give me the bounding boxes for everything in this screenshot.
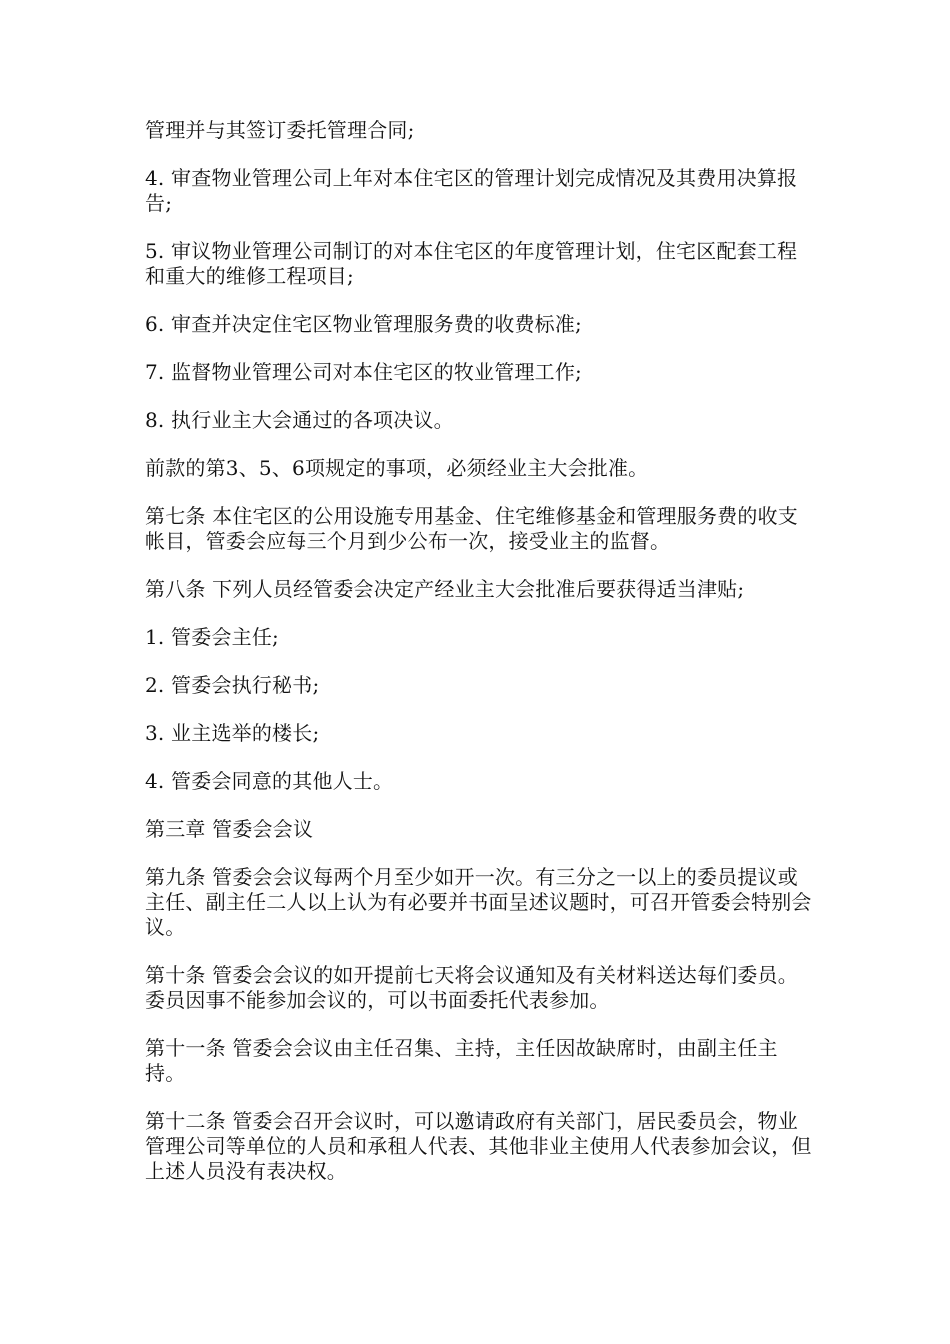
paragraph-continuation: 管理并与其签订委托管理合同;: [145, 118, 415, 142]
article-8: 第八条 下列人员经管委会决定产经业主大会批准后要获得适当津贴;: [145, 577, 745, 601]
article-10: 第十条 管委会会议的如开提前七天将会议通知及有关材料送达每们委员。委员因事不能参加会议的，可以书面委托代表参加。: [145, 963, 798, 1012]
chapter-3-heading: 第三章 管委会会议: [145, 817, 314, 841]
paragraph-item-8: 8. 执行业主大会通过的各项决议。: [145, 408, 454, 432]
paragraph-item-6: 6. 审查并决定住宅区物业管理服务费的收费标准;: [145, 312, 582, 336]
paragraph-approval-note: 前款的第3、5、6项规定的事项，必须经业主大会批准。: [145, 456, 649, 480]
paragraph-item-5: 5. 审议物业管理公司制订的对本住宅区的年度管理计划，住宅区配套工程和重大的维修工程项目;: [145, 239, 798, 288]
article-8-item-2: 2. 管委会执行秘书;: [145, 673, 320, 697]
article-9: 第九条 管委会会议每两个月至少如开一次。有三分之一以上的委员提议或主任、副主任二人以上认为有必要并书面呈述议题时，可召开管委会特别会议。: [145, 865, 812, 939]
article-8-item-3: 3. 业主选举的楼长;: [145, 721, 320, 745]
article-8-item-1: 1. 管委会主任;: [145, 625, 279, 649]
paragraph-item-7: 7. 监督物业管理公司对本住宅区的牧业管理工作;: [145, 360, 582, 384]
article-8-item-4: 4. 管委会同意的其他人士。: [145, 769, 394, 793]
paragraph-item-4: 4. 审查物业管理公司上年对本住宅区的管理计划完成情况及其费用决算报告;: [145, 166, 798, 215]
document-body: [145, 118, 817, 1207]
article-7: 第七条 本住宅区的公用设施专用基金、住宅维修基金和管理服务费的收支帐目，管委会应每三个月到少公布一次，接受业主的监督。: [145, 504, 798, 553]
article-12: 第十二条 管委会召开会议时，可以邀请政府有关部门，居民委员会，物业管理公司等单位的人员和承租人代表、其他非业主使用人代表参加会议，但上述人员没有表决权。: [145, 1109, 812, 1183]
article-11: 第十一条 管委会会议由主任召集、主持，主任因故缺席时，由副主任主持。: [145, 1036, 778, 1085]
